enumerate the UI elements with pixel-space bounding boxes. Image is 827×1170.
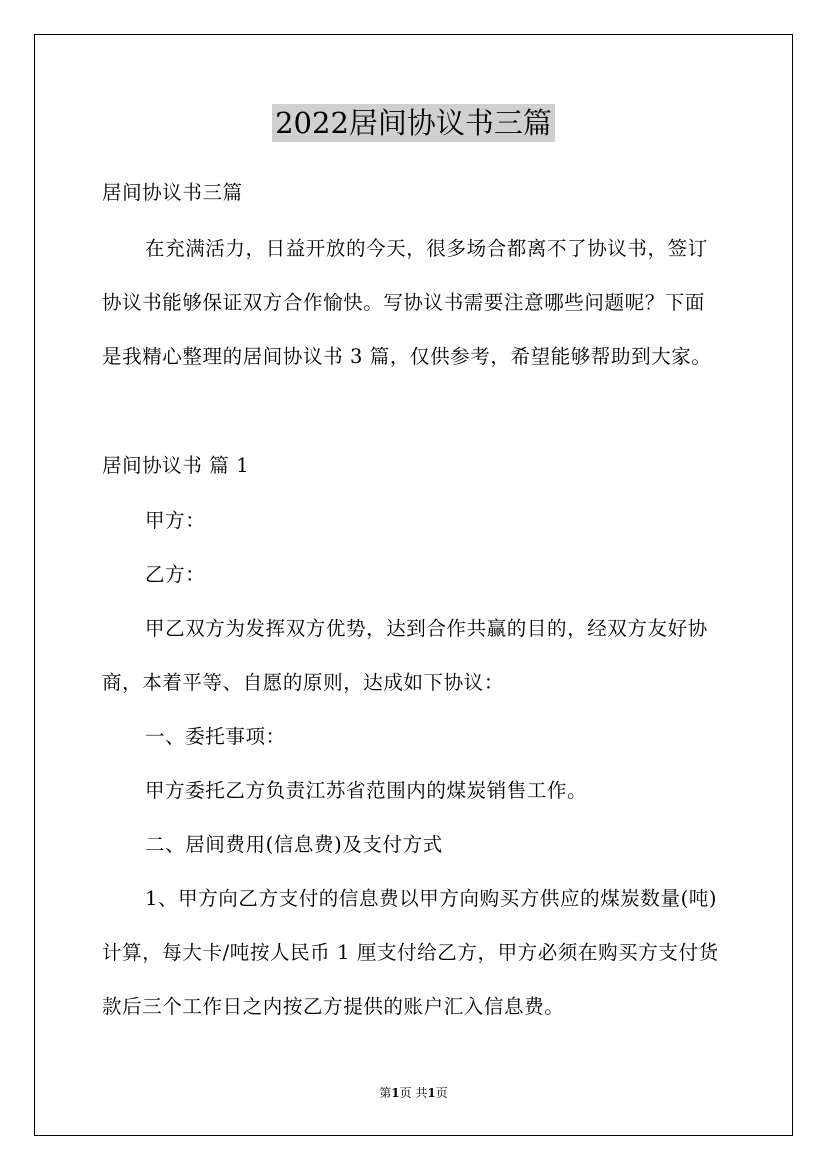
body-line: 计算，每大卡/吨按人民币 1 厘支付给乙方，甲方必须在购买方支付货 bbox=[102, 941, 719, 964]
intro-line: 是我精心整理的居间协议书 3 篇，仅供参考，希望能够帮助到大家。 bbox=[102, 345, 712, 368]
intro-line: 在充满活力，日益开放的今天，很多场合都离不了协议书，签订 bbox=[145, 237, 708, 260]
party-b-line: 乙方： bbox=[145, 563, 206, 586]
footer-page-number: 1 bbox=[391, 1086, 400, 1100]
intro-line: 协议书能够保证双方合作愉快。写协议书需要注意哪些问题呢？下面 bbox=[102, 291, 706, 314]
body-line: 款后三个工作日之内按乙方提供的账户汇入信息费。 bbox=[102, 995, 565, 1018]
party-a-line: 甲方： bbox=[145, 509, 206, 532]
chapter-heading: 居间协议书 篇 1 bbox=[102, 454, 250, 477]
footer-prefix: 第 bbox=[379, 1086, 392, 1100]
section-heading: 居间协议书三篇 bbox=[102, 181, 243, 204]
clause-heading: 二、居间费用(信息费)及支付方式 bbox=[145, 833, 443, 856]
document-title: 2022居间协议书三篇 bbox=[272, 104, 555, 142]
body-line: 甲乙双方为发挥双方优势，达到合作共赢的目的，经双方友好协 bbox=[145, 617, 708, 640]
footer-page-total: 1 bbox=[427, 1086, 436, 1100]
page-footer bbox=[0, 1085, 827, 1101]
footer-suffix: 页 bbox=[435, 1086, 448, 1100]
body-line: 甲方委托乙方负责江苏省范围内的煤炭销售工作。 bbox=[145, 779, 588, 802]
body-line: 1、甲方向乙方支付的信息费以甲方向购买方供应的煤炭数量(吨) bbox=[145, 887, 718, 910]
body-line: 商，本着平等、自愿的原则，达成如下协议： bbox=[102, 671, 505, 694]
clause-heading: 一、委托事项： bbox=[145, 725, 286, 748]
footer-mid: 页 共 bbox=[399, 1086, 428, 1100]
title-wrap bbox=[0, 104, 827, 142]
